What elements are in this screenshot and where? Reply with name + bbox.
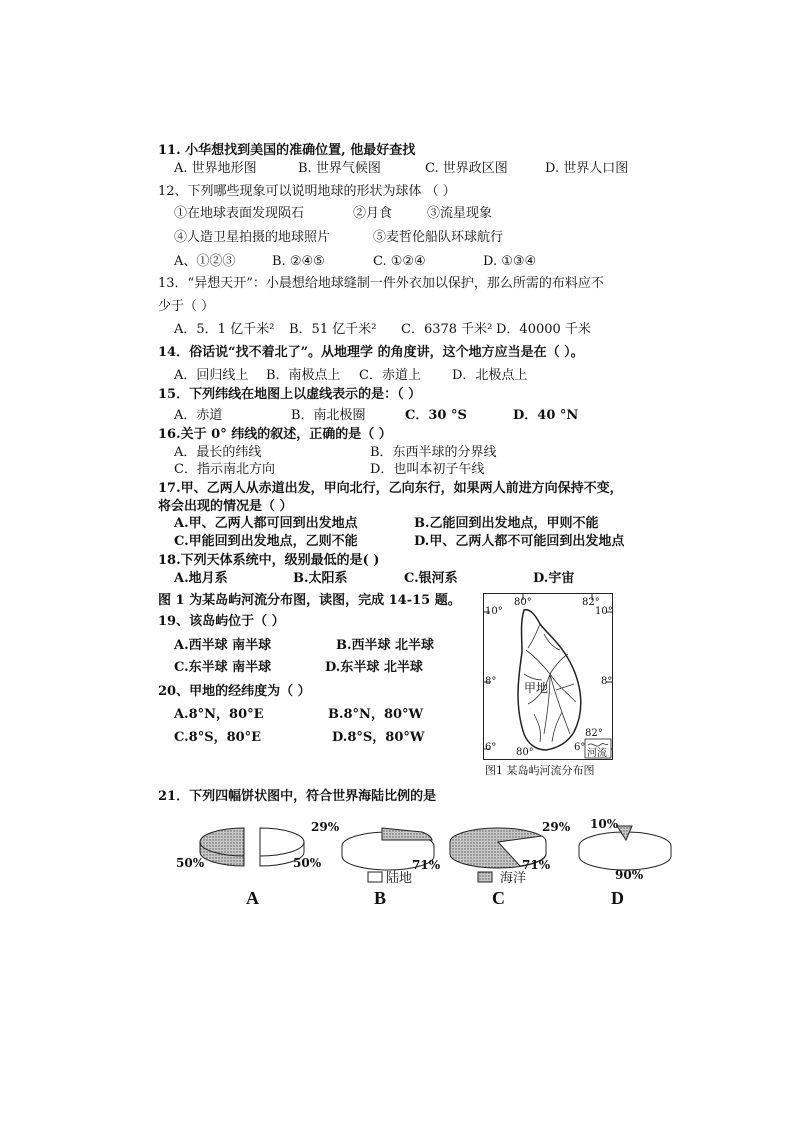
q17-stem-line2: 将会出现的情况是（ ） — [158, 499, 293, 514]
pie-d-letter: D — [611, 888, 624, 908]
q20-option-a: A.8°N，80°E — [174, 707, 264, 722]
pie-a-letter: A — [246, 888, 259, 908]
q15-option-d: D．40 °N — [513, 408, 579, 423]
pie-c-letter: C — [492, 888, 505, 908]
q12-item-5: ⑤麦哲伦船队环球航行 — [373, 230, 504, 245]
q17-option-d: D.甲、乙两人都不可能回到出发地点 — [414, 534, 625, 549]
pie-d-bottom-pct: 90% — [615, 868, 644, 882]
q15-option-b: B．南北极圈 — [291, 408, 366, 423]
pie-b-bottom-pct: 71% — [412, 858, 441, 872]
island-map — [483, 593, 613, 760]
legend-land-swatch — [368, 872, 382, 882]
q19-option-d: D.东半球 北半球 — [325, 660, 423, 675]
q18-option-b: B.太阳系 — [293, 571, 348, 586]
q13-option-c: C．6378 千米² — [401, 322, 493, 337]
map-top-label-80: 80° — [514, 597, 532, 608]
q11-option-d: D. 世界人口图 — [545, 161, 629, 176]
map-inner-label-82: 82° — [585, 728, 603, 739]
map-legend-label: 河流 — [587, 748, 607, 759]
pie-a-left-pct: 50% — [176, 856, 205, 870]
legend-ocean-swatch — [478, 872, 492, 882]
map-left-label-6: 6° — [485, 742, 497, 753]
q11-option-c: C. 世界政区图 — [425, 161, 508, 176]
pie-d-top-pct: 10% — [590, 817, 619, 831]
q17-option-c: C.甲能回到出发地点，乙则不能 — [174, 534, 358, 549]
q18-option-c: C.银河系 — [404, 571, 458, 586]
q12-item-2: ②月食 — [353, 206, 393, 221]
legend-ocean-label: 海洋 — [500, 871, 527, 886]
q19-stem: 19、该岛屿位于（ ） — [158, 614, 285, 629]
q19-option-a: A.西半球 南半球 — [174, 638, 272, 653]
q21-stem: 21．下列四幅饼状图中，符合世界海陆比例的是 — [158, 789, 437, 804]
pie-a — [200, 828, 304, 866]
q12-option-b: B. ②④⑤ — [272, 254, 325, 269]
q19-option-c: C.东半球 南半球 — [174, 660, 272, 675]
map-right-label-8: 8° — [601, 676, 613, 687]
map-bottom-label-80: 80° — [516, 747, 534, 758]
map-caption: 图1 某岛屿河流分布图 — [485, 764, 595, 777]
map-intro: 图 1 为某岛屿河流分布图，读图，完成 14-15 题。 — [158, 593, 461, 608]
pie-a-right-pct: 50% — [293, 856, 322, 870]
q12-option-a: A、①②③ — [174, 254, 236, 269]
q17-stem-line1: 17.甲、乙两人从赤道出发，甲向北行，乙向东行，如果两人前进方向保持不变， — [158, 481, 623, 496]
q11-stem: 11. 小华想找到美国的准确位置, 他最好查找 — [158, 143, 416, 158]
pie-c-bottom-pct: 71% — [522, 858, 551, 872]
q12-item-1: ①在地球表面发现陨石 — [174, 206, 305, 221]
q16-option-b: B．东西半球的分界线 — [370, 445, 497, 460]
map-right-label-10: 10° — [595, 606, 613, 617]
pie-d — [579, 826, 671, 870]
q14-option-d: D．北极点上 — [452, 368, 528, 383]
q20-option-d: D.8°S，80°W — [332, 730, 425, 745]
q16-option-d: D．也叫本初子午线 — [370, 462, 485, 477]
map-left-label-8: 8° — [485, 676, 497, 687]
q17-option-b: B.乙能回到出发地点，甲则不能 — [414, 516, 599, 531]
q15-stem: 15．下列纬线在地图上以虚线表示的是：（ ） — [158, 387, 422, 402]
q15-option-c: C．30 °S — [405, 408, 467, 423]
q14-stem: 14．俗话说“找不着北了”。从地理学 的角度讲，这个地方应当是在（ ）。 — [158, 345, 584, 360]
q20-stem: 20、甲地的经纬度为（ ） — [158, 684, 311, 699]
q18-stem: 18.下列天体系统中，级别最低的是( ) — [158, 553, 380, 568]
map-place-label: 甲地 — [524, 681, 549, 695]
q12-item-4: ④人造卫星拍摄的地球照片 — [174, 230, 331, 245]
q12-item-3: ③流星现象 — [427, 206, 493, 221]
map-left-label-10: 10° — [485, 606, 503, 617]
q14-option-b: B．南极点上 — [266, 368, 341, 383]
q14-option-a: A．回归线上 — [174, 368, 249, 383]
map-top-label-82: 82° — [582, 597, 600, 608]
q12-option-c: C. ①②④ — [373, 254, 426, 269]
pie-b-letter: B — [374, 888, 387, 908]
q11-option-a: A. 世界地形图 — [174, 161, 257, 176]
legend-land-label: 陆地 — [386, 871, 413, 886]
q17-option-a: A.甲、乙两人都可回到出发地点 — [174, 516, 358, 531]
q16-stem: 16.关于 0° 纬线的叙述，正确的是（ ） — [158, 427, 392, 442]
q14-option-c: C．赤道上 — [359, 368, 421, 383]
q18-option-d: D.宇宙 — [533, 571, 575, 586]
pie-b-top-pct: 29% — [311, 820, 340, 834]
q15-option-a: A．赤道 — [174, 408, 223, 423]
q13-stem-line1: 13．“异想天开”：小晨想给地球缝制一件外衣加以保护，那么所需的布料应不 — [158, 276, 604, 291]
q20-option-b: B.8°N，80°W — [328, 707, 424, 722]
q19-option-b: B.西半球 北半球 — [336, 638, 435, 653]
q12-stem: 12、下列哪些现象可以说明地球的形状为球体 （ ） — [158, 184, 456, 199]
q16-option-a: A．最长的纬线 — [174, 445, 262, 460]
q20-option-c: C.8°S，80°E — [174, 730, 262, 745]
map-right-label-6: 6° — [574, 742, 586, 753]
q16-option-c: C．指示南北方向 — [174, 462, 275, 477]
q13-option-b: B．51 亿千米² — [289, 322, 377, 337]
q13-option-a: A．5．1 亿千米² — [174, 322, 275, 337]
q18-option-a: A.地月系 — [174, 571, 228, 586]
q11-option-b: B. 世界气候图 — [298, 161, 381, 176]
pie-c-top-pct: 29% — [542, 820, 571, 834]
q13-option-d: D．40000 千米 — [496, 322, 591, 337]
q12-option-d: D. ①③④ — [483, 254, 537, 269]
q13-stem-line2: 少于（ ） — [158, 299, 215, 314]
